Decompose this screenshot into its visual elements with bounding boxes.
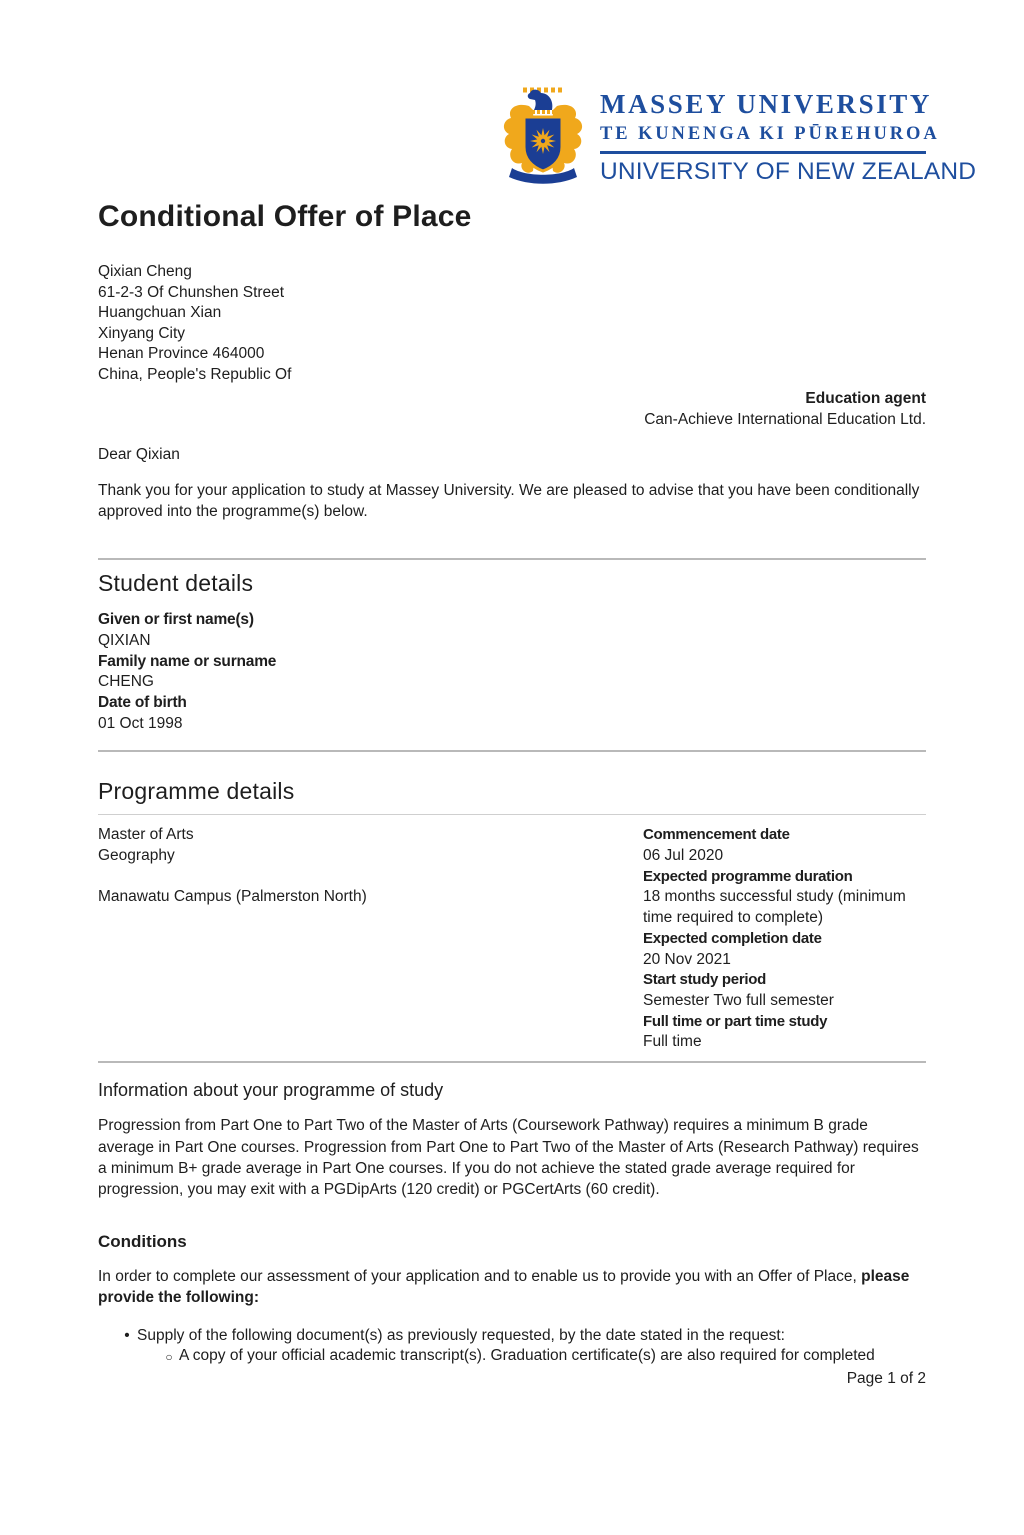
campus-name: Manawatu Campus (Palmerston North) xyxy=(98,888,367,906)
bullet-icon: • xyxy=(124,1326,130,1344)
bullet-text: Supply of the following document(s) as previously requested, by the date stated in the request: xyxy=(137,1326,785,1344)
address-line: 61-2-3 Of Chunshen Street xyxy=(98,283,285,301)
education-agent-label: Education agent xyxy=(805,389,926,407)
logo-wordmark xyxy=(600,86,977,186)
conditions-intro-bold-text: please provide the following: xyxy=(98,1267,910,1307)
field-value: CHENG xyxy=(98,673,154,691)
logo-maori-name: TE KUNENGA KI PŪREHUROA xyxy=(600,124,940,144)
address-line: China, People's Republic Of xyxy=(98,365,292,383)
programme-details-grid xyxy=(98,825,926,1053)
field-label: Start study period xyxy=(643,971,766,989)
field-label: Expected completion date xyxy=(643,929,822,947)
section-divider xyxy=(98,750,926,752)
conditions-heading: Conditions xyxy=(98,1231,187,1251)
programme-name: Master of Arts xyxy=(98,826,194,844)
field-value: Full time xyxy=(643,1033,702,1051)
programme-fields-column xyxy=(643,825,926,1053)
student-details-heading: Student details xyxy=(98,570,254,597)
field-label: Full time or part time study xyxy=(643,1012,828,1030)
conditions-intro-text: In order to complete our assessment of your application and to enable us to provide you with an Offer of Place, xyxy=(98,1267,862,1285)
education-agent-name: Can-Achieve International Education Ltd. xyxy=(644,410,926,428)
programme-summary-column xyxy=(98,825,528,1053)
heading-divider xyxy=(98,814,926,815)
address-line: Qixian Cheng xyxy=(98,263,192,280)
address-line: Xinyang City xyxy=(98,324,186,342)
logo-tagline: UNIVERSITY OF NEW ZEALAND xyxy=(600,158,977,185)
field-value: 18 months successful study (minimum time required to complete) xyxy=(643,888,906,927)
page-number: Page 1 of 2 xyxy=(846,1369,926,1387)
recipient-address xyxy=(98,262,926,386)
field-value: Semester Two full semester xyxy=(643,992,834,1009)
logo-divider xyxy=(600,151,926,154)
massey-university-logo xyxy=(499,86,977,186)
field-value: 06 Jul 2020 xyxy=(643,847,724,865)
programme-details-heading: Programme details xyxy=(98,778,295,805)
letterhead xyxy=(98,86,977,186)
university-crest-icon xyxy=(499,86,587,186)
section-divider xyxy=(98,558,926,560)
programme-info-paragraph: Progression from Part One to Part Two of the Master of Arts (Coursework Pathway) requires a minimum B grade average in Part One courses. Progression from Part One to Part Two of the Master of Arts (Research Pathway) requires a minimum B+ grade average in Part One courses. If you do not achieve the stated grade average required for progression, you may exit with a PGDipArts (120 credit) or PGCertArts (60 credit). xyxy=(98,1117,919,1199)
salutation: Dear Qixian xyxy=(98,445,180,463)
field-label: Date of birth xyxy=(98,693,187,711)
address-line: Henan Province 464000 xyxy=(98,345,265,363)
field-value: 20 Nov 2021 xyxy=(643,950,731,968)
address-line: Huangchuan Xian xyxy=(98,304,222,322)
page-title: Conditional Offer of Place xyxy=(98,200,472,233)
sub-bullet-item xyxy=(98,1346,926,1368)
programme-info-heading: Information about your programme of study xyxy=(98,1080,444,1101)
field-value: 01 Oct 1998 xyxy=(98,714,183,732)
intro-paragraph: Thank you for your application to study at Massey University. We are pleased to advise that you have been conditionally approved into the programme(s) below. xyxy=(98,481,920,520)
offer-letter-page xyxy=(0,86,1024,1535)
logo-university-name: MASSEY UNIVERSITY xyxy=(600,89,933,119)
education-agent-block xyxy=(98,388,926,430)
field-label: Given or first name(s) xyxy=(98,611,254,629)
field-label: Family name or surname xyxy=(98,652,277,670)
sub-bullet-text: A copy of your official academic transcript(s). Graduation certificate(s) are also required for completed xyxy=(179,1347,875,1365)
bullet-item xyxy=(98,1326,926,1347)
field-label: Expected programme duration xyxy=(643,867,853,885)
section-divider xyxy=(98,1061,926,1063)
student-details-fields xyxy=(98,610,926,734)
conditions-bullet-list xyxy=(98,1326,926,1368)
conditions-paragraph xyxy=(98,1266,926,1309)
field-value: QIXIAN xyxy=(98,631,151,649)
circle-bullet-icon: ○ xyxy=(165,1350,173,1365)
field-label: Commencement date xyxy=(643,826,790,844)
programme-major: Geography xyxy=(98,847,175,865)
